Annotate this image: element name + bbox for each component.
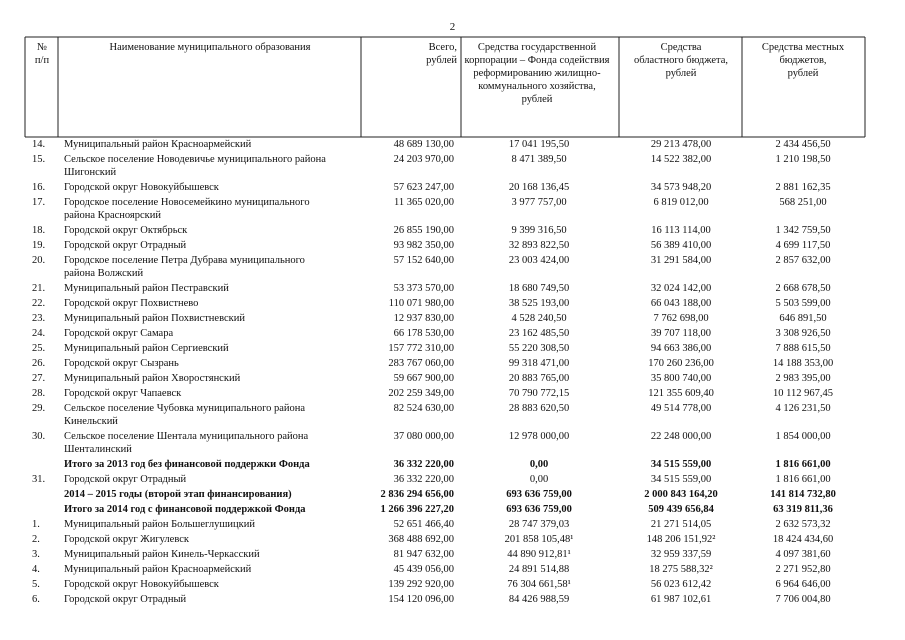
row-fund: 0,00	[529, 474, 549, 485]
row-name-line: Итого за 2013 год без финансовой поддержки Фонда	[64, 459, 310, 470]
row-name-line: Итого за 2014 год с финансовой поддержкой Фонда	[64, 504, 306, 515]
row-number: 26.	[32, 358, 46, 369]
row-name-line: Городское поселение Петра Дубрава муниципального	[64, 255, 305, 266]
row-local: 2 857 632,00	[775, 255, 831, 266]
row-regional: 39 707 118,00	[651, 328, 711, 339]
row-total: 202 259 349,00	[388, 388, 454, 399]
row-fund: 23 162 485,50	[508, 328, 570, 339]
row-name-line: Городской округ Сызрань	[64, 358, 179, 369]
row-total: 93 982 350,00	[393, 240, 454, 251]
header-num: № п/п	[34, 42, 50, 66]
row-total: 59 667 900,00	[393, 373, 454, 384]
row-fund: 693 636 759,00	[506, 504, 572, 515]
row-local: 18 424 434,60	[772, 534, 834, 545]
row-total: 36 332 220,00	[393, 474, 454, 485]
row-name-line: Сельское поселение Новодевичье муниципального района	[64, 154, 326, 165]
row-number: 21.	[32, 283, 46, 294]
row-fund: 3 977 757,00	[511, 197, 567, 208]
row-name-line: Городской округ Октябрьск	[64, 225, 188, 236]
row-local: 14 188 353,00	[772, 358, 834, 369]
row-fund: 28 883 620,50	[508, 403, 570, 414]
row-number: 28.	[32, 388, 46, 399]
row-regional: 56 023 612,42	[650, 579, 712, 590]
row-total: 36 332 220,00	[393, 459, 454, 470]
row-name-line: Муниципальный район Сергиевский	[64, 343, 229, 354]
row-number: 24.	[32, 328, 46, 339]
row-name-line: Муниципальный район Пестравский	[64, 283, 229, 294]
row-name-line: Кинельский	[64, 416, 118, 427]
row-total: 66 178 530,00	[393, 328, 454, 339]
row-local: 2 668 678,50	[775, 283, 831, 294]
row-name-line: района Волжский	[64, 268, 144, 279]
row-total: 37 080 000,00	[393, 431, 454, 442]
row-regional: 34 515 559,00	[650, 474, 712, 485]
row-fund: 0,00	[529, 459, 549, 470]
row-number: 31.	[32, 474, 46, 485]
row-number: 18.	[32, 225, 46, 236]
row-regional: 14 522 382,00	[650, 154, 712, 165]
row-regional: 34 515 559,00	[650, 459, 712, 470]
row-total: 157 772 310,00	[388, 343, 454, 354]
row-name-line: Городской округ Жигулевск	[64, 534, 189, 545]
row-total: 283 767 060,00	[388, 358, 454, 369]
row-regional: 509 439 656,84	[648, 504, 714, 515]
row-number: 15.	[32, 154, 46, 165]
row-name-line: Городской округ Отрадный	[64, 240, 187, 251]
row-name-line: Сельское поселение Шентала муниципального района	[64, 431, 309, 442]
row-fund: 23 003 424,00	[508, 255, 570, 266]
row-local: 2 881 162,35	[775, 182, 831, 193]
row-name-line: Шигонский	[64, 167, 117, 178]
row-regional: 94 663 386,00	[650, 343, 712, 354]
row-number: 17.	[32, 197, 46, 208]
row-local: 5 503 599,00	[775, 298, 831, 309]
row-local: 4 126 231,50	[775, 403, 831, 414]
row-total: 26 855 190,00	[393, 225, 454, 236]
row-total: 110 071 980,00	[388, 298, 454, 309]
row-local: 4 097 381,60	[775, 549, 831, 560]
row-number: 22.	[32, 298, 46, 309]
row-fund: 99 318 471,00	[508, 358, 570, 369]
row-local: 1 854 000,00	[775, 431, 831, 442]
row-fund: 18 680 749,50	[508, 283, 570, 294]
row-local: 568 251,00	[779, 197, 827, 208]
row-fund: 38 525 193,00	[508, 298, 570, 309]
row-number: 14.	[32, 139, 46, 150]
row-number: 27.	[32, 373, 46, 384]
row-total: 368 488 692,00	[388, 534, 454, 545]
row-name-line: Сельское поселение Чубовка муниципального района	[64, 403, 306, 414]
row-name-line: Муниципальный район Красноармейский	[64, 564, 252, 575]
row-regional: 34 573 948,20	[650, 182, 712, 193]
row-name-line: Шенталинский	[64, 444, 132, 455]
row-regional: 22 248 000,00	[650, 431, 712, 442]
row-total: 154 120 096,00	[388, 594, 454, 605]
row-name-line: Муниципальный район Похвистневский	[64, 313, 245, 324]
row-name-line: Муниципальный район Красноармейский	[64, 139, 252, 150]
row-number: 4.	[32, 564, 40, 575]
row-local: 2 271 952,80	[775, 564, 831, 575]
row-number: 23.	[32, 313, 46, 324]
row-regional: 148 206 151,92²	[646, 534, 716, 545]
row-local: 7 888 615,50	[775, 343, 831, 354]
row-local: 2 983 395,00	[775, 373, 831, 384]
row-number: 19.	[32, 240, 46, 251]
row-number: 1.	[32, 519, 40, 530]
row-fund: 32 893 822,50	[508, 240, 570, 251]
row-local: 6 964 646,00	[775, 579, 831, 590]
row-regional: 29 213 478,00	[650, 139, 712, 150]
row-regional: 18 275 588,32²	[649, 564, 713, 575]
row-name-line: Муниципальный район Кинель-Черкасский	[64, 549, 260, 560]
row-local: 63 319 811,36	[773, 504, 833, 515]
header-fund: Средства государственной корпорации – Фонда содействия реформированию жилищно- коммунального хозяйства, рублей	[464, 42, 610, 105]
row-fund: 20 168 136,45	[508, 182, 570, 193]
row-regional: 32 959 337,59	[650, 549, 712, 560]
row-regional: 32 024 142,00	[650, 283, 712, 294]
row-total: 57 152 640,00	[393, 255, 454, 266]
row-total: 2 836 294 656,00	[380, 489, 454, 500]
row-total: 82 524 630,00	[393, 403, 454, 414]
row-total: 139 292 920,00	[388, 579, 454, 590]
row-name-line: района Красноярский	[64, 210, 162, 221]
row-regional: 56 389 410,00	[650, 240, 712, 251]
row-name-line: Городской округ Самара	[64, 328, 174, 339]
row-name-line: Городской округ Отрадный	[64, 594, 187, 605]
row-fund: 28 747 379,03	[508, 519, 570, 530]
row-fund: 9 399 316,50	[511, 225, 567, 236]
row-fund: 76 304 661,58¹	[507, 579, 571, 590]
row-fund: 17 041 195,50	[508, 139, 570, 150]
row-total: 24 203 970,00	[393, 154, 454, 165]
row-number: 16.	[32, 182, 46, 193]
row-name-line: Городской округ Новокуйбышевск	[64, 182, 219, 193]
row-total: 52 651 466,40	[393, 519, 454, 530]
row-local: 646 891,50	[779, 313, 827, 324]
row-local: 10 112 967,45	[773, 388, 833, 399]
row-total: 1 266 396 227,20	[380, 504, 454, 515]
row-total: 48 689 130,00	[393, 139, 454, 150]
header-local: Средства местных бюджетов, рублей	[761, 42, 845, 79]
row-total: 53 373 570,00	[393, 283, 454, 294]
row-number: 2.	[32, 534, 40, 545]
row-name-line: 2014 – 2015 годы (второй этап финансирования)	[64, 489, 292, 500]
header-name: Наименование муниципального образования	[109, 42, 311, 53]
row-number: 25.	[32, 343, 46, 354]
header-regional: Средства областного бюджета, рублей	[633, 42, 729, 79]
header-total: Всего, рублей	[426, 42, 457, 66]
row-fund: 44 890 912,81¹	[507, 549, 571, 560]
row-total: 12 937 830,00	[393, 313, 454, 324]
row-fund: 24 891 514,88	[508, 564, 570, 575]
row-local: 1 816 661,00	[775, 474, 831, 485]
row-fund: 20 883 765,00	[508, 373, 570, 384]
row-regional: 6 819 012,00	[653, 197, 709, 208]
row-fund: 8 471 389,50	[511, 154, 567, 165]
row-total: 57 623 247,00	[393, 182, 454, 193]
row-fund: 12 978 000,00	[508, 431, 570, 442]
row-local: 3 308 926,50	[775, 328, 831, 339]
row-total: 81 947 632,00	[393, 549, 454, 560]
row-regional: 66 043 188,00	[650, 298, 712, 309]
row-number: 30.	[32, 431, 46, 442]
row-fund: 84 426 988,59	[508, 594, 570, 605]
row-regional: 35 800 740,00	[650, 373, 712, 384]
row-regional: 7 762 698,00	[653, 313, 709, 324]
row-local: 1 342 759,50	[775, 225, 831, 236]
row-local: 1 210 198,50	[775, 154, 831, 165]
row-local: 141 814 732,80	[770, 489, 836, 500]
row-regional: 49 514 778,00	[650, 403, 712, 414]
row-regional: 31 291 584,00	[650, 255, 712, 266]
row-number: 6.	[32, 594, 40, 605]
row-number: 29.	[32, 403, 46, 414]
row-fund: 201 858 105,48¹	[504, 534, 574, 545]
row-fund: 4 528 240,50	[511, 313, 567, 324]
row-name-line: Городской округ Чапаевск	[64, 388, 182, 399]
row-regional: 16 113 114,00	[651, 225, 711, 236]
row-fund: 55 220 308,50	[508, 343, 570, 354]
row-total: 11 365 020,00	[394, 197, 454, 208]
row-number: 20.	[32, 255, 46, 266]
page-number: 2	[449, 21, 456, 33]
row-fund: 70 790 772,15	[508, 388, 570, 399]
row-local: 7 706 004,80	[775, 594, 831, 605]
row-regional: 21 271 514,05	[650, 519, 712, 530]
row-local: 1 816 661,00	[775, 459, 831, 470]
row-regional: 121 355 609,40	[648, 388, 714, 399]
row-name-line: Муниципальный район Хворостянский	[64, 373, 241, 384]
row-local: 4 699 117,50	[775, 240, 831, 251]
row-name-line: Городское поселение Новосемейкино муниципального	[64, 197, 310, 208]
row-number: 3.	[32, 549, 40, 560]
row-local: 2 632 573,32	[775, 519, 831, 530]
row-fund: 693 636 759,00	[506, 489, 572, 500]
row-name-line: Городской округ Похвистнево	[64, 298, 199, 309]
row-name-line: Муниципальный район Большеглушицкий	[64, 519, 255, 530]
row-regional: 170 260 236,00	[648, 358, 714, 369]
row-local: 2 434 456,50	[775, 139, 831, 150]
row-name-line: Городской округ Новокуйбышевск	[64, 579, 219, 590]
row-number: 5.	[32, 579, 40, 590]
row-regional: 61 987 102,61	[650, 594, 712, 605]
row-total: 45 439 056,00	[393, 564, 454, 575]
row-name-line: Городской округ Отрадный	[64, 474, 187, 485]
row-regional: 2 000 843 164,20	[644, 489, 718, 500]
